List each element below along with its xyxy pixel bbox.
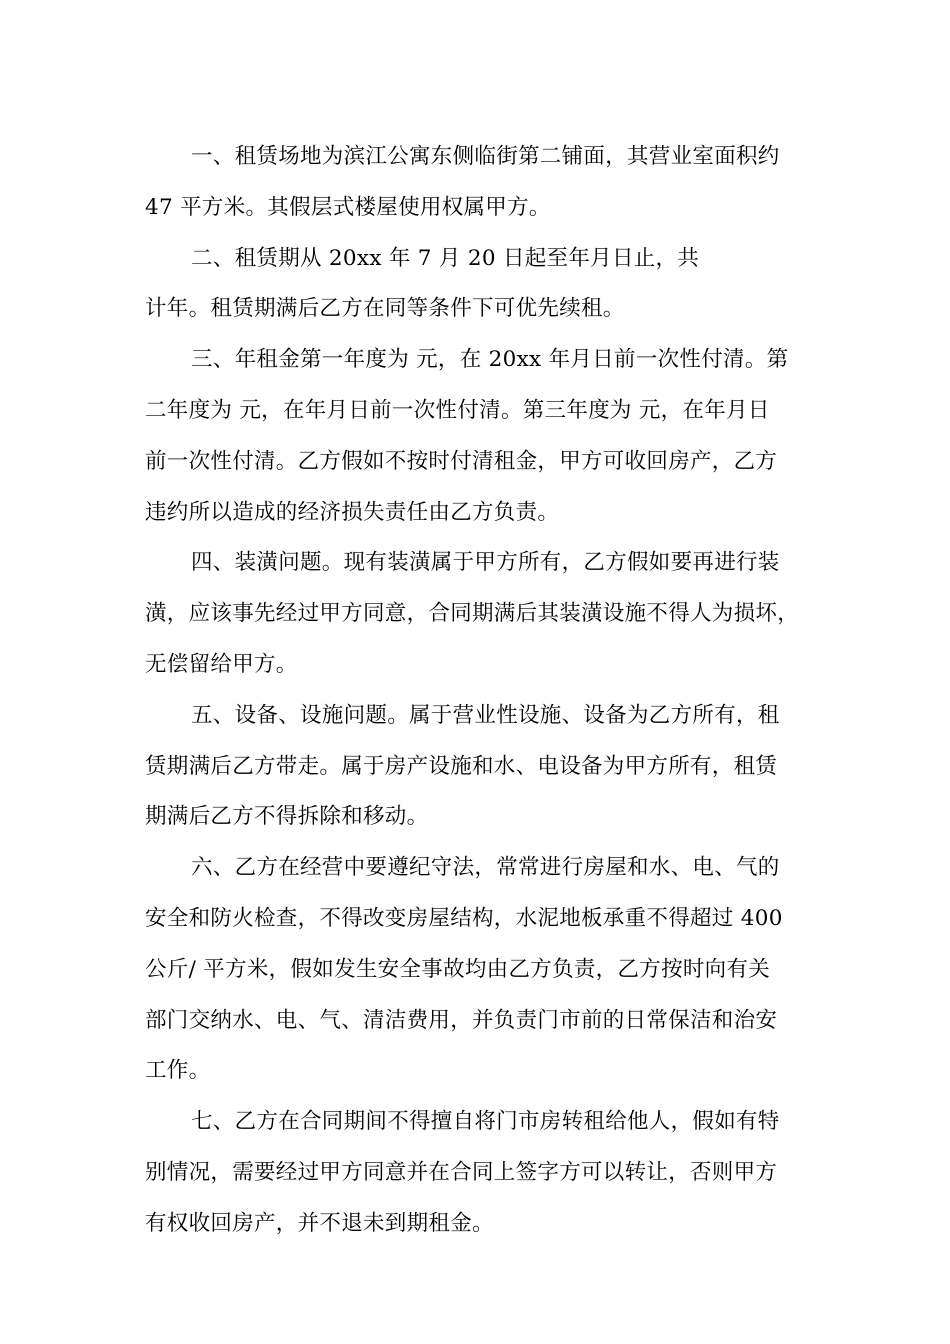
- clause-4-line-2: 潢，应该事先经过甲方同意，合同期满后其装潢设施不得人为损坏，: [145, 601, 800, 627]
- clause-1-line-1: 一、租赁场地为滨江公寓东侧临街第二铺面，其营业室面积约: [191, 144, 780, 169]
- clause-2-line-1: 二、租赁期从 20xx 年 7 月 20 日起至年月日止，共: [191, 245, 700, 271]
- clause-7-line-2: 别情况，需要经过甲方同意并在合同上签字方可以转让，否则甲方: [145, 1159, 778, 1185]
- clause-4-line-1: 四、装潢问题。现有装潢属于甲方所有，乙方假如要再进行装: [191, 550, 780, 576]
- clause-5-line-3: 期满后乙方不得拆除和移动。: [145, 804, 429, 830]
- clause-7-line-1: 七、乙方在合同期间不得擅自将门市房转租给他人，假如有特: [191, 1109, 780, 1135]
- clause-6-line-2: 安全和防火检查，不得改变房屋结构，水泥地板承重不得超过 400: [145, 905, 783, 931]
- clause-3-line-1: 三、年租金第一年度为 元，在 20xx 年月日前一次性付清。第: [191, 347, 789, 373]
- clause-4-line-3: 无偿留给甲方。: [145, 651, 298, 677]
- clause-3-line-3: 前一次性付清。乙方假如不按时付清租金，甲方可收回房产，乙方: [145, 448, 778, 474]
- clause-2-line-2: 计年。租赁期满后乙方在同等条件下可优先续租。: [145, 296, 625, 322]
- clause-6-line-1: 六、乙方在经营中要遵纪守法，常常进行房屋和水、电、气的: [191, 855, 780, 881]
- clause-6-line-4: 部门交纳水、电、气、清洁费用，并负责门市前的日常保洁和治安: [145, 1007, 778, 1033]
- clause-6-line-5: 工作。: [145, 1058, 211, 1084]
- clause-3-line-2: 二年度为 元，在年月日前一次性付清。第三年度为 元，在年月日: [145, 397, 770, 423]
- clause-6-line-3: 公斤/ 平方米，假如发生安全事故均由乙方负责，乙方按时向有关: [145, 956, 771, 982]
- clause-3-line-4: 违约所以造成的经济损失责任由乙方负责。: [145, 499, 560, 525]
- contract-document-page: [145, 132, 810, 1250]
- clause-5-line-1: 五、设备、设施问题。属于营业性设施、设备为乙方所有，租: [191, 702, 780, 728]
- clause-5-line-2: 赁期满后乙方带走。属于房产设施和水、电设备为甲方所有，租赁: [145, 753, 778, 779]
- clause-1-line-2: 47 平方米。其假层式楼屋使用权属甲方。: [145, 194, 551, 220]
- clause-7-line-3: 有权收回房产，并不退未到期租金。: [145, 1210, 494, 1236]
